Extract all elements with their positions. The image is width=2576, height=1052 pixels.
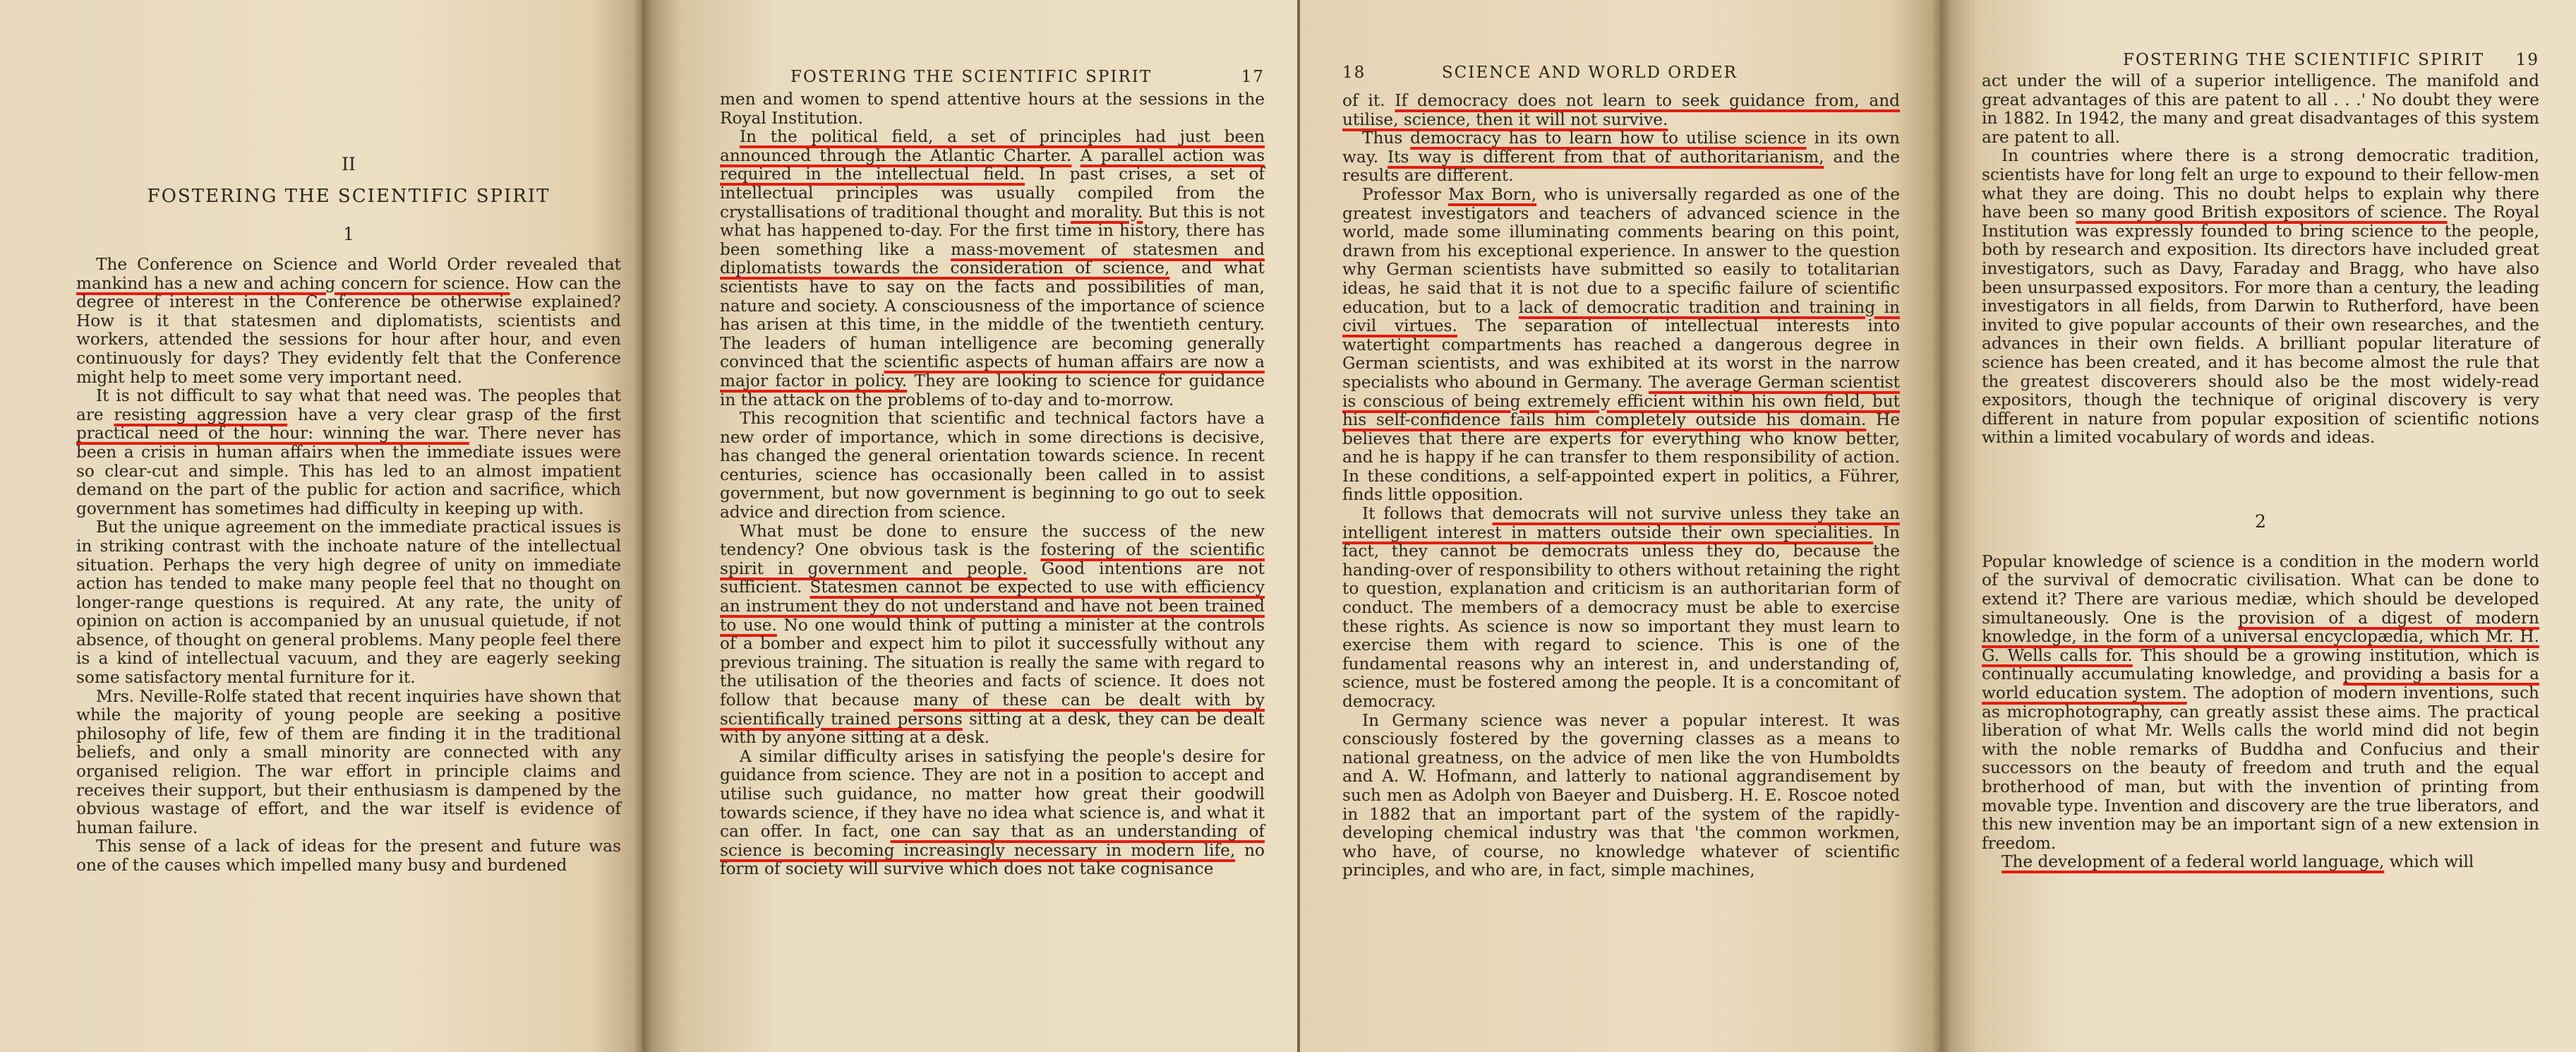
underlined-passage: one can say that as an understanding of science is becoming increasingly necessary in modern life, xyxy=(720,822,1265,860)
running-head: FOSTERING THE SCIENTIFIC SPIRIT xyxy=(790,68,1152,86)
text-run: and what scientists have to say on the facts and possibilities of man, nature and society. A consciousness of the importance of science has arisen at this time, in the middle of the twentieth century. The leaders of human intelligence are becoming generally convinced that the xyxy=(720,258,1265,372)
paragraph xyxy=(720,410,1265,522)
text-run: This should be a growing institution, which is continually accumulating knowledge, and xyxy=(1982,645,2539,684)
text-run: Good intentions are not sufficient. xyxy=(720,558,1265,597)
book-page-left-1 xyxy=(0,0,642,1052)
paragraph xyxy=(1342,129,1900,186)
paragraph xyxy=(720,748,1265,879)
page-body-top xyxy=(1982,72,2539,448)
paragraph xyxy=(720,128,1265,410)
underlined-passage: democracy has to learn how to utilise science xyxy=(1410,128,1807,148)
book-page-17 xyxy=(642,0,1299,1052)
underlined-passage: providing a basis for a world education system. xyxy=(1982,664,2539,703)
text-run: men and women to spend attentive hours at the sessions in the Royal Institution. xyxy=(720,90,1265,128)
underlined-passage: Max Born, xyxy=(1448,184,1537,204)
text-run: This recognition that scientific and technical factors have a new order of importance, which in some directions is decisive, has changed the general orientation towards science. In recent centuries, science has occasionally been called in to assist government, but now government is beginning to go out to seek advice and direction from science. xyxy=(720,409,1265,522)
underlined-passage: In the political field, a set of principles had just been announced through the Atlantic Charter. xyxy=(720,127,1265,165)
text-run: In countries where there is a strong democratic tradition, scientists have for long felt an urge to expound to their fellow-men what they are doing. This no doubt helps to explain why there have been xyxy=(1982,146,2539,222)
underlined-passage: resisting aggression xyxy=(114,405,288,424)
underlined-passage: provision of a digest of modern knowledge, in the form of a universal encyclopædia, which Mr. H. G. Wells calls for. xyxy=(1982,608,2539,665)
text-run: The adoption of modern inventions, such as microphotography, can greatly assist these aims. The practical liberation of what Mr. Wells calls the world mind did not begin with the noble remarks of Buddha and Confucius and their successors on the beauty of freedom and truth and the equal brotherhood of man, but with the invention of printing from movable type. Invention and discovery are the true liberators, and this new invention may be an important sign of a new extension in freedom. xyxy=(1982,683,2539,853)
underlined-passage: mankind has a new and aching concern for science. xyxy=(76,273,510,293)
book-gutter-shadow xyxy=(1932,0,1951,1052)
paragraph xyxy=(1982,853,2539,872)
paragraph xyxy=(1342,92,1900,129)
underlined-passage: mass-movement of statesmen and diplomatists towards the consideration of science, xyxy=(720,239,1265,278)
text-run: The separation of intellectual interests into watertight compartments has reached a dangerous degree in German scientists, and was exhibited at its worst in the narrow specialists who abound in Germany. xyxy=(1342,316,1900,392)
page-body xyxy=(76,256,621,875)
paragraph xyxy=(76,837,621,875)
text-run: They are looking to science for guidance in the attack on the problems of to-day and to-morrow. xyxy=(720,371,1265,410)
text-run: no form of society will survive which does not take cognisance xyxy=(720,840,1265,879)
text-run: act under the will of a superior intelligence. The manifold and great advantages of this are patent to all . . .' No doubt they were in 1882. In 1942, the many and great disadvantages of this system are patent to all. xyxy=(1982,71,2539,147)
paragraph xyxy=(1982,553,2539,854)
underlined-passage: practical need of the hour: winning the war. xyxy=(76,424,469,443)
text-run: No one would think of putting a minister at the controls of a bomber and expect him to pilot it successfully without any previous training. The situation is really the same with regard to the utilisation of the theories and facts of science. It does not follow that because xyxy=(720,615,1265,710)
text-run: have a very clear grasp of the first xyxy=(287,405,621,424)
text-run: It is not difficult to say what that need was. The peoples that are xyxy=(76,386,621,424)
scan-seam xyxy=(1297,0,1300,1052)
page-body xyxy=(1342,92,1900,880)
paragraph xyxy=(1342,505,1900,712)
text-run: The Conference on Science and World Order revealed that xyxy=(96,255,621,274)
underlined-passage: morality. xyxy=(1071,202,1143,222)
running-head: SCIENCE AND WORLD ORDER xyxy=(1441,64,1738,82)
page-number: 17 xyxy=(1241,68,1265,86)
underlined-passage: many of these can be dealt with by scientifically trained persons xyxy=(720,691,1265,729)
text-run: sitting at a desk, they can be dealt with by anyone sitting at a desk. xyxy=(720,709,1265,748)
text-run: The Royal Institution was expressly founded to bring science to the people, both by research and exposition. Its directors have included great investigators, such as Davy, Faraday and Bragg, who have also been unsurpassed expositors. For more than a century, the leading investigators in all fields, from Darwin to Rutherford, have been invited to give popular accounts of their own researches, and the advances in their own fields. A brilliant popular literature of science has been created, and it has become almost the rule that the greatest discoverers should also be the most widely-read expositors, though the technique of original discovery is very different in nature from popular exposition of scientific notions within a limited vocabulary of words and ideas. xyxy=(1982,203,2540,448)
text-run: Mrs. Neville-Rolfe stated that recent inquiries have shown that while the majority of young people are seeking a positive philosophy of life, few of them are finding it in the traditional beliefs, and only a small minority are connected with any organised religion. The war effort in principle claims and receives their support, but their enthusiasm is dampened by the obvious wastage of effort, and the war itself is evidence of human failure. xyxy=(76,686,621,837)
paragraph xyxy=(76,387,621,518)
paragraph xyxy=(76,256,621,387)
underlined-passage: If democracy does not learn to seek guidance from, and utilise, science, then it will not survive. xyxy=(1342,91,1900,129)
text-run: There never has been a crisis in human affairs when the immediate issues were so clear-cut and simple. This has led to an almost impatient demand on the part of the public for action and sacrifice, which government has sometimes had difficulty in keeping up with. xyxy=(76,424,621,518)
running-head: FOSTERING THE SCIENTIFIC SPIRIT xyxy=(2123,51,2485,69)
underlined-passage: Statesmen cannot be expected to use with efficiency an instrument they do not understand and have not been trained to use. xyxy=(720,578,1265,635)
text-run: Popular knowledge of science is a condition in the modern world of the survival of democratic civilisation. What can be done to extend it? There are various mediæ, which should be developed simultaneously. One is the xyxy=(1982,551,2539,628)
paragraph xyxy=(1982,147,2539,448)
text-run: But this is not what has happened to-day. For the first time in history, there has been something like a xyxy=(720,202,1265,259)
underlined-passage: A parallel action was required in the intellectual field. xyxy=(720,145,1265,184)
paragraph xyxy=(720,522,1265,748)
subsection-number: 1 xyxy=(343,224,354,244)
paragraph xyxy=(76,688,621,838)
page-body xyxy=(720,90,1265,879)
paragraph xyxy=(76,518,621,687)
paragraph xyxy=(720,90,1265,128)
text-run: which will xyxy=(2384,852,2474,872)
underlined-passage: lack of democratic tradition and training in civil virtues. xyxy=(1342,297,1900,336)
underlined-passage: fostering of the scientific spirit in government and people. xyxy=(720,540,1265,578)
text-run: How can the degree of interest in the Conference be otherwise explained? How is it that statesmen and diplomatists, scientists and workers, attended the sessions for hour after hour, and even continuously for days? They evidently felt that the Conference might help to meet some very important need. xyxy=(76,273,622,387)
text-run: Professor xyxy=(1362,184,1448,204)
underlined-passage: so many good British expositors of science. xyxy=(2076,203,2448,222)
text-run: He believes that there are experts for everything who know better, and he is happy if he can transfer to them responsibility of action. In these conditions, a self-appointed expert in politics, a Führer, finds little opposition. xyxy=(1342,410,1900,505)
underlined-passage: The average German scientist is conscious of being extremely efficient within his own field, but his self-confidence fails him completely outside his domain. xyxy=(1342,372,1900,430)
section-title: FOSTERING THE SCIENTIFIC SPIRIT xyxy=(147,186,550,207)
book-gutter-shadow xyxy=(634,0,652,1052)
book-page-19 xyxy=(1941,0,2576,1052)
text-run: But the unique agreement on the immediate practical issues is in striking contrast with the inchoate nature of the intellectual situation. Perhaps the very high degree of unity on immediate action has tended to make many people feel that no thought on longer-range questions is required. At any rate, the unity of opinion on action is accompanied by an unusual quietude, if not absence, of thought on general problems. Many people feel there is a kind of intellectual vacuum, and they are eagerly seeking some satisfactory mental furniture for it. xyxy=(76,518,621,688)
text-run: Thus xyxy=(1362,128,1411,148)
underlined-passage: democrats will not survive unless they take an intelligent interest in matters outside their own specialities. xyxy=(1342,504,1900,542)
text-run: who is universally regarded as one of the greatest investigators and teachers of advanced science in the world, made some illuminating comments bearing on this point, drawn from his exceptional experience. In answer to the question why German scientists have submitted so easily to totalitarian ideas, he said that it is not due to a specific failure of scientific education, but to a xyxy=(1342,184,1900,317)
paragraph xyxy=(1342,712,1900,880)
page-number: 18 xyxy=(1342,64,1366,82)
book-page-18 xyxy=(1299,0,1941,1052)
text-run: In past crises, a set of intellectual principles was usually compiled from the crystallisations of traditional thought and xyxy=(720,165,1265,222)
text-run: of it. xyxy=(1342,91,1395,110)
underlined-passage: Its way is different from that of authoritarianism, xyxy=(1388,147,1824,167)
text-run: and the results are different. xyxy=(1342,147,1900,186)
text-run: In Germany science was never a popular interest. It was consciously fostered by the governing classes as a means to national greatness, on the advice of men like the von Humboldts and A. W. Hofmann, and latterly to national aggrandisement by such men as Adolph von Baeyer and Duisberg. H. E. Roscoe noted in 1882 that an important part of the system of the rapidly-developing chemical industry was that 'the common workmen, who have, of course, no knowledge whatever of scientific principles, and who are, in fact, simple machines, xyxy=(1342,710,1900,880)
text-run: in its own way. xyxy=(1342,128,1900,167)
text-run: What must be done to ensure the success of the new tendency? One obvious task is the xyxy=(720,521,1265,560)
text-run: This sense of a lack of ideas for the present and future was one of the causes which impelled many busy and burdened xyxy=(76,837,621,875)
text-run: It follows that xyxy=(1362,504,1493,524)
subsection-number: 2 xyxy=(2255,510,2266,532)
page-body-bottom xyxy=(1982,553,2539,872)
page-number: 19 xyxy=(2515,51,2539,69)
text-run: In fact, they cannot be democrats unless they do, because the handing-over of responsibility to others without retaining the right to question, explanation and criticism is an authoritarian form of conduct. The members of a democracy must be able to exercise these rights. As science is now so important they must learn to exercise them with regard to science. This is one of the fundamental reasons why an interest in, and understanding of, science, must be fostered among the people. It is a concomitant of democracy. xyxy=(1342,522,1900,711)
underlined-passage: scientific aspects of human affairs are now a major factor in policy. xyxy=(720,352,1265,390)
underlined-passage: The development of a federal world language, xyxy=(2002,852,2385,872)
paragraph xyxy=(1982,72,2539,147)
paragraph xyxy=(1342,186,1900,505)
text-run xyxy=(1071,146,1080,165)
text-run: A similar difficulty arises in satisfying the people's desire for guidance from science. They are not in a position to accept and utilise such guidance, no matter how great their goodwill towards science, if they have no idea what science is, and what it can offer. In fact, xyxy=(720,746,1265,842)
section-numeral: II xyxy=(342,154,356,174)
